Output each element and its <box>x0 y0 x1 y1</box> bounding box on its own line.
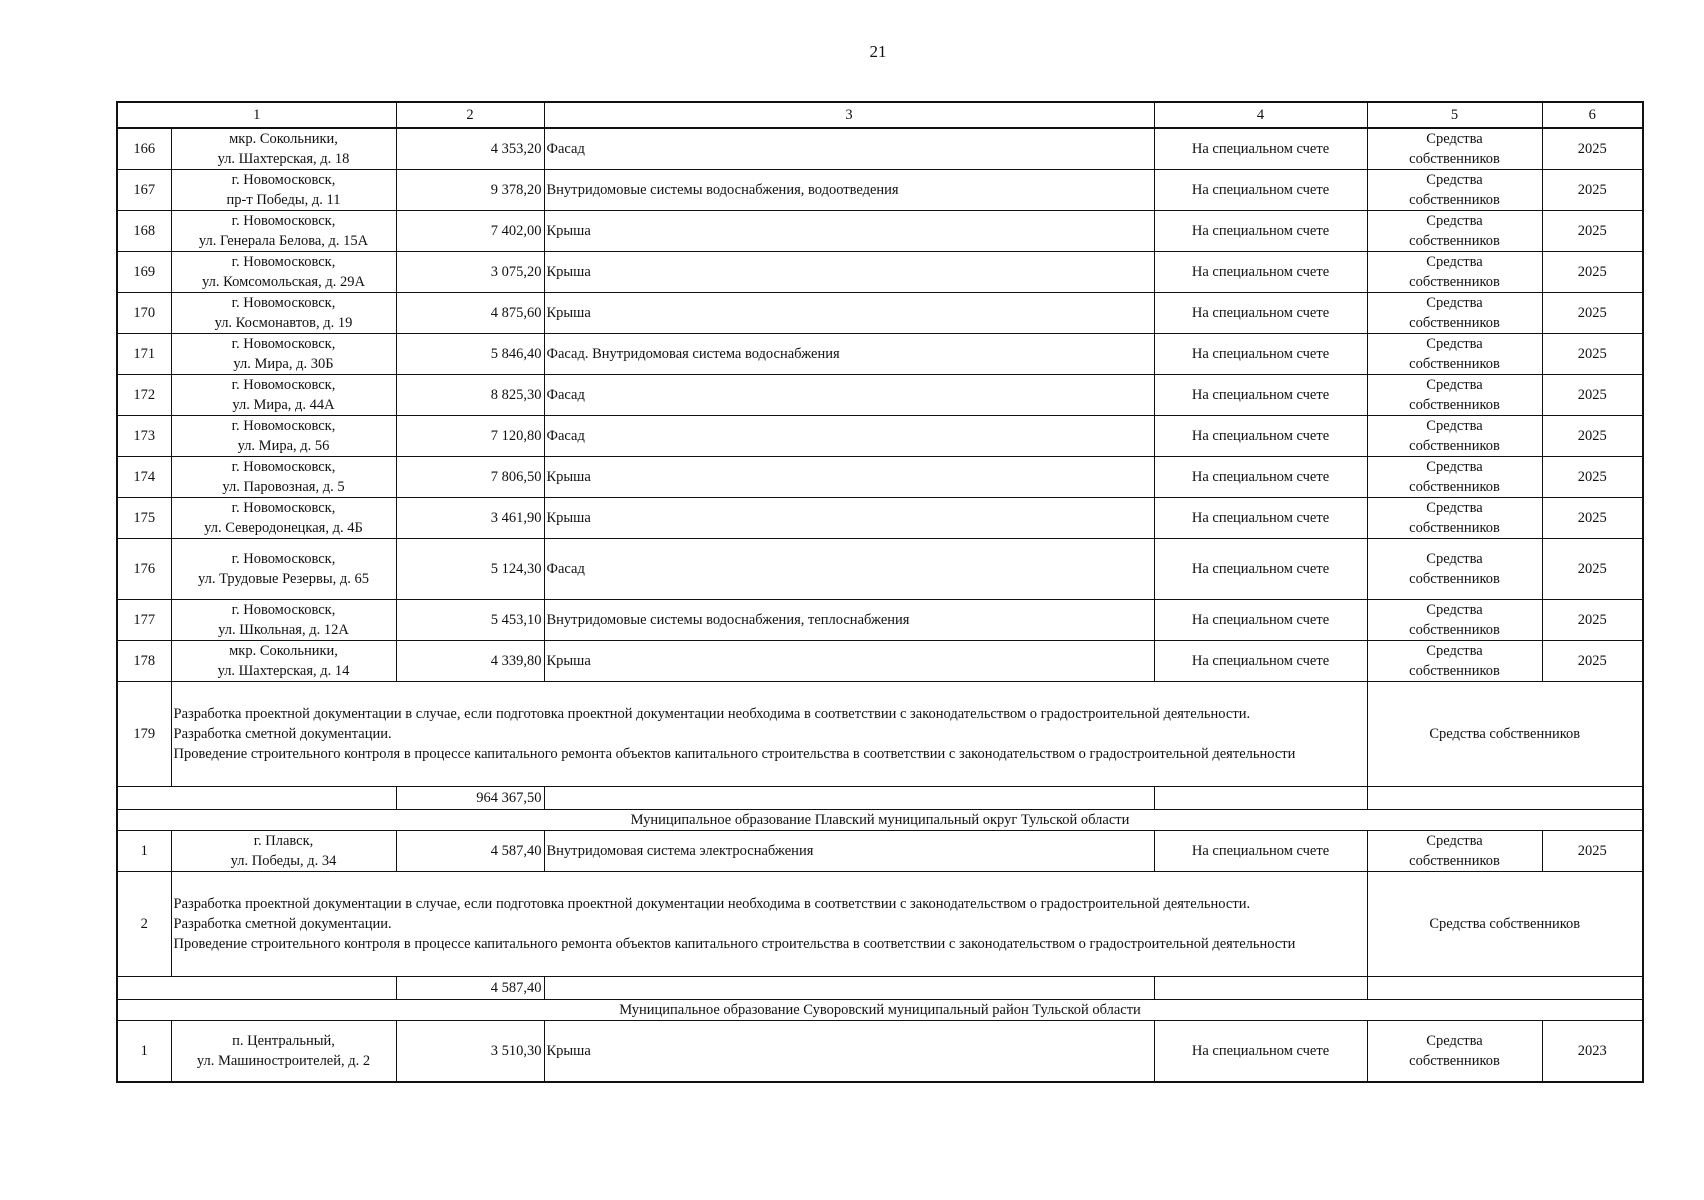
section-heading: Муниципальное образование Суворовский муниципальный район Тульской области <box>117 1000 1643 1021</box>
address-cell <box>171 375 396 416</box>
table-row <box>117 211 1643 252</box>
area-value: 5 124,30 <box>396 539 544 600</box>
account-method: На специальном счете <box>1154 641 1367 682</box>
address-locality: г. Новомосковск, <box>231 213 336 229</box>
funding-source-line2: собственников <box>1409 356 1500 372</box>
table-row <box>117 457 1643 498</box>
funding-source <box>1367 375 1542 416</box>
planned-year: 2025 <box>1542 211 1643 252</box>
address-cell <box>171 170 396 211</box>
work-type: Фасад <box>544 539 1154 600</box>
header-col-6: 6 <box>1542 102 1643 128</box>
funding-source-line2: собственников <box>1409 479 1500 495</box>
services-note-row <box>117 682 1643 787</box>
funding-source <box>1367 293 1542 334</box>
funding-source <box>1367 600 1542 641</box>
table-row <box>117 641 1643 682</box>
account-method: На специальном счете <box>1154 252 1367 293</box>
address-locality: г. Новомосковск, <box>231 551 336 567</box>
table-row <box>117 600 1643 641</box>
address-locality: г. Новомосковск, <box>231 172 336 188</box>
header-col-2: 2 <box>396 102 544 128</box>
address-street: ул. Мира, д. 44А <box>232 397 335 413</box>
address-cell <box>171 211 396 252</box>
address-street: ул. Школьная, д. 12А <box>218 622 349 638</box>
address-street: ул. Победы, д. 34 <box>230 853 337 869</box>
address-cell <box>171 457 396 498</box>
address-cell <box>171 293 396 334</box>
account-method: На специальном счете <box>1154 539 1367 600</box>
row-number: 2 <box>117 872 171 977</box>
address-cell <box>171 641 396 682</box>
funding-source <box>1367 416 1542 457</box>
planned-year: 2025 <box>1542 252 1643 293</box>
address-street: ул. Машиностроителей, д. 2 <box>196 1053 371 1069</box>
planned-year: 2025 <box>1542 375 1643 416</box>
account-method: На специальном счете <box>1154 128 1367 170</box>
work-type: Крыша <box>544 498 1154 539</box>
funding-source-line1: Средства <box>1426 418 1483 434</box>
total-area: 4 587,40 <box>396 977 544 1000</box>
address-locality: г. Новомосковск, <box>231 459 336 475</box>
address-street: ул. Северодонецкая, д. 4Б <box>204 520 363 536</box>
address-street: ул. Космонавтов, д. 19 <box>214 315 353 331</box>
funding-source-line2: собственников <box>1409 663 1500 679</box>
row-number: 172 <box>117 375 171 416</box>
planned-year: 2025 <box>1542 128 1643 170</box>
account-method: На специальном счете <box>1154 831 1367 872</box>
row-number: 178 <box>117 641 171 682</box>
services-line-2: Разработка сметной документации. <box>173 726 392 742</box>
funding-source-line2: собственников <box>1409 438 1500 454</box>
address-street: ул. Шахтерская, д. 18 <box>217 151 350 167</box>
services-line-1: Разработка проектной документации в случае, если подготовка проектной документации необходима в соответствии с законодательством о градостроительной деятельности. <box>173 896 1251 912</box>
funding-source-line2: собственников <box>1409 853 1500 869</box>
work-type: Фасад. Внутридомовая система водоснабжения <box>544 334 1154 375</box>
funding-source-line1: Средства <box>1426 213 1483 229</box>
work-type: Крыша <box>544 1021 1154 1083</box>
funding-source <box>1367 334 1542 375</box>
work-type: Внутридомовые системы водоснабжения, водоотведения <box>544 170 1154 211</box>
account-method: На специальном счете <box>1154 600 1367 641</box>
area-value: 7 402,00 <box>396 211 544 252</box>
section-heading-row <box>117 1000 1643 1021</box>
work-type: Внутридомовые системы водоснабжения, теплоснабжения <box>544 600 1154 641</box>
table-row <box>117 539 1643 600</box>
address-cell <box>171 1021 396 1083</box>
services-description <box>171 682 1367 787</box>
total-area: 964 367,50 <box>396 787 544 810</box>
funding-source <box>1367 170 1542 211</box>
funding-source <box>1367 1021 1542 1083</box>
address-cell <box>171 252 396 293</box>
table-row <box>117 252 1643 293</box>
address-street: ул. Шахтерская, д. 14 <box>217 663 350 679</box>
address-locality: г. Плавск, <box>253 833 314 849</box>
address-locality: мкр. Сокольники, <box>229 131 338 147</box>
planned-year: 2025 <box>1542 600 1643 641</box>
address-cell <box>171 831 396 872</box>
header-col-5: 5 <box>1367 102 1542 128</box>
funding-source <box>1367 498 1542 539</box>
address-locality: мкр. Сокольники, <box>229 643 338 659</box>
planned-year: 2025 <box>1542 641 1643 682</box>
account-method: На специальном счете <box>1154 170 1367 211</box>
address-locality: г. Новомосковск, <box>231 418 336 434</box>
header-col-3: 3 <box>544 102 1154 128</box>
funding-source-line1: Средства <box>1426 172 1483 188</box>
table-row <box>117 128 1643 170</box>
address-street: ул. Мира, д. 30Б <box>233 356 334 372</box>
row-number: 168 <box>117 211 171 252</box>
account-method: На специальном счете <box>1154 334 1367 375</box>
planned-year: 2025 <box>1542 457 1643 498</box>
table-row <box>117 416 1643 457</box>
funding-source-line2: собственников <box>1409 622 1500 638</box>
address-locality: г. Новомосковск, <box>231 602 336 618</box>
row-number: 167 <box>117 170 171 211</box>
area-value: 7 806,50 <box>396 457 544 498</box>
area-value: 9 378,20 <box>396 170 544 211</box>
total-row <box>117 977 1643 1000</box>
address-street: ул. Трудовые Резервы, д. 65 <box>198 571 369 587</box>
total-blank <box>544 977 1154 1000</box>
funding-source-line1: Средства <box>1426 131 1483 147</box>
row-number: 1 <box>117 831 171 872</box>
table-row <box>117 293 1643 334</box>
funding-source <box>1367 831 1542 872</box>
funding-source <box>1367 128 1542 170</box>
services-line-2: Разработка сметной документации. <box>173 916 392 932</box>
total-blank <box>1367 977 1643 1000</box>
area-value: 5 453,10 <box>396 600 544 641</box>
funding-source <box>1367 641 1542 682</box>
row-number: 179 <box>117 682 171 787</box>
planned-year: 2023 <box>1542 1021 1643 1083</box>
column-number-header <box>117 102 1643 128</box>
address-locality: г. Новомосковск, <box>231 295 336 311</box>
page-number: 21 <box>869 42 887 61</box>
address-street: пр-т Победы, д. 11 <box>226 192 341 208</box>
total-blank <box>1367 787 1643 810</box>
table-row <box>117 1021 1643 1083</box>
services-line-1: Разработка проектной документации в случае, если подготовка проектной документации необходима в соответствии с законодательством о градостроительной деятельности. <box>173 706 1251 722</box>
planned-year: 2025 <box>1542 170 1643 211</box>
funding-source-line2: собственников <box>1409 571 1500 587</box>
section-heading: Муниципальное образование Плавский муниципальный округ Тульской области <box>117 810 1643 831</box>
area-value: 4 587,40 <box>396 831 544 872</box>
row-number: 171 <box>117 334 171 375</box>
funding-source <box>1367 457 1542 498</box>
area-value: 8 825,30 <box>396 375 544 416</box>
work-type: Крыша <box>544 457 1154 498</box>
planned-year: 2025 <box>1542 293 1643 334</box>
funding-source-line2: собственников <box>1409 274 1500 290</box>
header-col-4: 4 <box>1154 102 1367 128</box>
row-number: 170 <box>117 293 171 334</box>
funding-source-line2: собственников <box>1409 151 1500 167</box>
work-type: Фасад <box>544 416 1154 457</box>
funding-source-line2: собственников <box>1409 397 1500 413</box>
row-number: 177 <box>117 600 171 641</box>
funding-source-line1: Средства <box>1426 602 1483 618</box>
table-row <box>117 375 1643 416</box>
address-locality: г. Новомосковск, <box>231 377 336 393</box>
funding-source <box>1367 539 1542 600</box>
row-number: 176 <box>117 539 171 600</box>
planned-year: 2025 <box>1542 416 1643 457</box>
funding-source-line2: собственников <box>1409 315 1500 331</box>
area-value: 3 510,30 <box>396 1021 544 1083</box>
account-method: На специальном счете <box>1154 293 1367 334</box>
funding-source-line1: Средства <box>1426 500 1483 516</box>
area-value: 4 339,80 <box>396 641 544 682</box>
total-blank <box>117 787 396 810</box>
header-col-1: 1 <box>117 102 396 128</box>
funding-source-line1: Средства <box>1426 254 1483 270</box>
address-locality: п. Центральный, <box>232 1033 335 1049</box>
address-cell <box>171 334 396 375</box>
account-method: На специальном счете <box>1154 498 1367 539</box>
funding-source-line2: собственников <box>1409 520 1500 536</box>
repair-register-table <box>116 101 1644 1083</box>
services-line-3: Проведение строительного контроля в процессе капитального ремонта объектов капитального строительства в соответствии с законодательством о градостроительной деятельности <box>173 746 1296 762</box>
address-street: ул. Генерала Белова, д. 15А <box>198 233 369 249</box>
total-blank <box>117 977 396 1000</box>
row-number: 175 <box>117 498 171 539</box>
total-blank <box>544 787 1154 810</box>
planned-year: 2025 <box>1542 334 1643 375</box>
account-method: На специальном счете <box>1154 416 1367 457</box>
address-street: ул. Комсомольская, д. 29А <box>202 274 365 290</box>
account-method: На специальном счете <box>1154 211 1367 252</box>
address-locality: г. Новомосковск, <box>231 336 336 352</box>
funding-source-line1: Средства <box>1426 1033 1483 1049</box>
work-type: Крыша <box>544 252 1154 293</box>
funding-source-line1: Средства <box>1426 295 1483 311</box>
total-blank <box>1154 977 1367 1000</box>
funding-source-line2: собственников <box>1409 192 1500 208</box>
funding-source-line1: Средства <box>1426 833 1483 849</box>
address-cell <box>171 498 396 539</box>
work-type: Внутридомовая система электроснабжения <box>544 831 1154 872</box>
table-row <box>117 498 1643 539</box>
funding-source-line1: Средства <box>1426 336 1483 352</box>
work-type: Крыша <box>544 211 1154 252</box>
work-type: Фасад <box>544 375 1154 416</box>
planned-year: 2025 <box>1542 539 1643 600</box>
total-blank <box>1154 787 1367 810</box>
area-value: 4 353,20 <box>396 128 544 170</box>
area-value: 3 461,90 <box>396 498 544 539</box>
account-method: На специальном счете <box>1154 457 1367 498</box>
work-type: Фасад <box>544 128 1154 170</box>
address-locality: г. Новомосковск, <box>231 500 336 516</box>
area-value: 4 875,60 <box>396 293 544 334</box>
row-number: 169 <box>117 252 171 293</box>
address-cell <box>171 416 396 457</box>
address-street: ул. Паровозная, д. 5 <box>222 479 345 495</box>
funding-source <box>1367 211 1542 252</box>
table-row <box>117 334 1643 375</box>
funding-source-line1: Средства <box>1426 643 1483 659</box>
address-locality: г. Новомосковск, <box>231 254 336 270</box>
account-method: На специальном счете <box>1154 1021 1367 1083</box>
address-cell <box>171 539 396 600</box>
work-type: Крыша <box>544 293 1154 334</box>
total-row <box>117 787 1643 810</box>
row-number: 174 <box>117 457 171 498</box>
area-value: 3 075,20 <box>396 252 544 293</box>
account-method: На специальном счете <box>1154 375 1367 416</box>
row-number: 1 <box>117 1021 171 1083</box>
area-value: 5 846,40 <box>396 334 544 375</box>
table-row <box>117 170 1643 211</box>
work-type: Крыша <box>544 641 1154 682</box>
planned-year: 2025 <box>1542 831 1643 872</box>
address-street: ул. Мира, д. 56 <box>237 438 330 454</box>
planned-year: 2025 <box>1542 498 1643 539</box>
area-value: 7 120,80 <box>396 416 544 457</box>
funding-source-line2: собственников <box>1409 233 1500 249</box>
funding-source: Средства собственников <box>1367 872 1643 977</box>
funding-source-line1: Средства <box>1426 377 1483 393</box>
funding-source <box>1367 252 1542 293</box>
section-heading-row <box>117 810 1643 831</box>
address-cell <box>171 128 396 170</box>
services-note-row <box>117 872 1643 977</box>
table-row <box>117 831 1643 872</box>
row-number: 166 <box>117 128 171 170</box>
funding-source-line1: Средства <box>1426 551 1483 567</box>
row-number: 173 <box>117 416 171 457</box>
funding-source-line2: собственников <box>1409 1053 1500 1069</box>
table-body <box>117 102 1643 1082</box>
services-line-3: Проведение строительного контроля в процессе капитального ремонта объектов капитального строительства в соответствии с законодательством о градостроительной деятельности <box>173 936 1296 952</box>
funding-source-line1: Средства <box>1426 459 1483 475</box>
services-description <box>171 872 1367 977</box>
address-cell <box>171 600 396 641</box>
funding-source: Средства собственников <box>1367 682 1643 787</box>
